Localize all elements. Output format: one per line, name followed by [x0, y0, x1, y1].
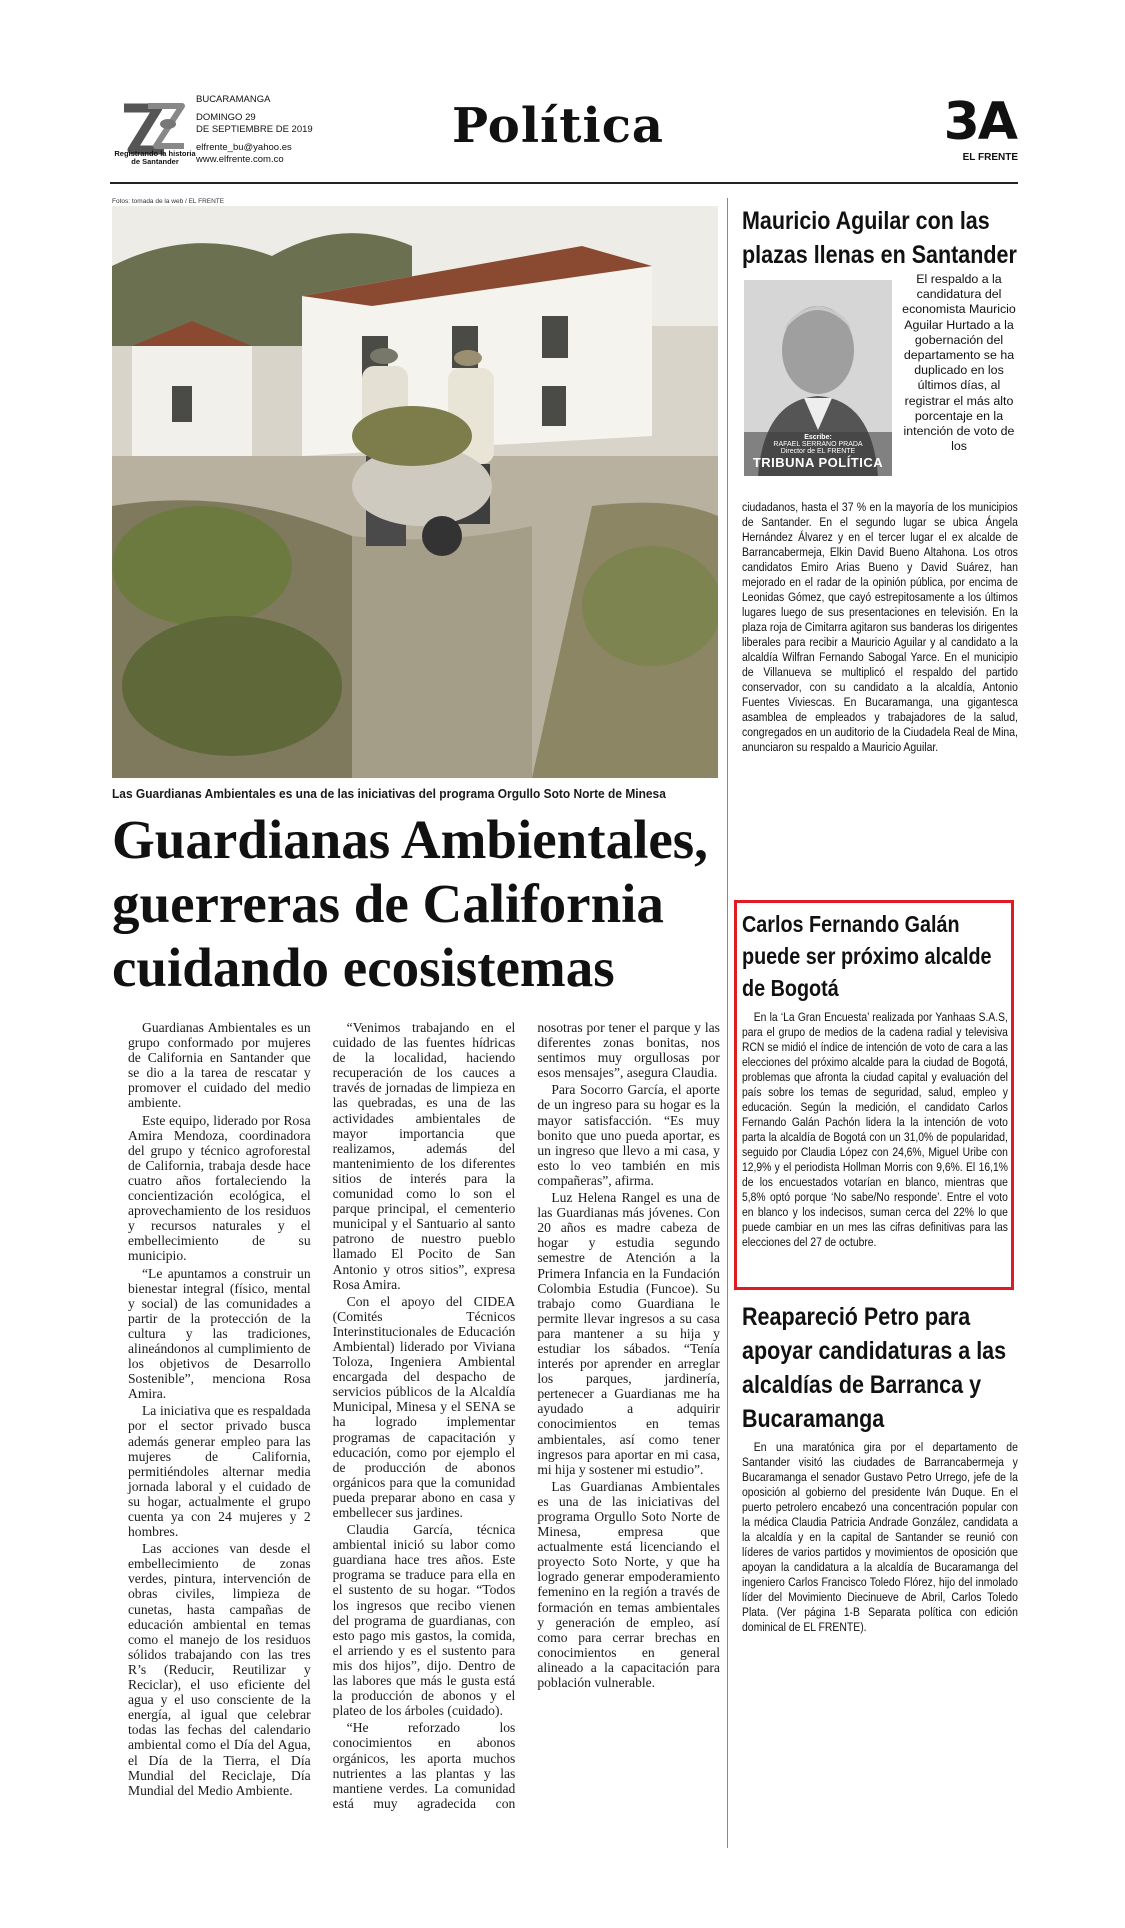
main-photo	[112, 206, 718, 778]
story3-header	[742, 1300, 1018, 1436]
article-paragraph: “Venimos trabajando en el cuidado de las fuentes hídricas de la localidad, haciendo recuperación de los cauces a través de jornadas de limpieza en las quebradas, es una de las actividades ambientales de mayor importancia que realizamos, además del mantenimiento de los diferentes sitios de interés para la comunidad como lo son el parque principal, el cementerio municipal y el Santuario al santo patrono de nuestro pueblo llamado El Pocito de San Antonio y otros sitios”, expresa Rosa Amira.	[332, 1020, 516, 1292]
story2-headline: Carlos Fernando Galán puede ser próximo alcalde de Bogotá	[742, 911, 992, 1001]
page-number: 3A	[943, 92, 1016, 152]
tribuna-author: RAFAEL SERRANO PRADA	[773, 441, 863, 448]
tribuna-writes: Escribe:	[804, 434, 832, 441]
column-divider	[727, 198, 728, 1848]
date-line-1: DOMINGO 29	[196, 112, 256, 123]
article-paragraph: Para Socorro García, el aporte de un ingreso para su hogar es la mayor satisfacción. “Es muy bonito que uno pueda aportar, es un ingreso que llevo a mi casa, y esto lo veo también en mis compañeras”, afirma.	[537, 1082, 720, 1188]
story2-body	[742, 1010, 1008, 1250]
tribuna-role: Director de EL FRENTE	[780, 448, 856, 455]
article-paragraph: La iniciativa que es respaldada por el sector privado busca además generar empleo para las mujeres de California, permitiéndoles alternar media jornada laboral y el cuidado de su hogar, actualmente el grupo cuenta ya con 24 mujeres y 2 hombres.	[128, 1403, 311, 1540]
story3-headline: Reapareció Petro para apoyar candidaturas a las alcaldías de Barranca y Bucaramanga	[742, 1303, 1007, 1433]
tribuna-politica-portrait	[744, 280, 892, 476]
article-paragraph: “Le apuntamos a construir un bienestar integral (físico, mental y social) de las comunidades a partir de la protección de la cultura y las tradiciones, alineándonos al cumplimiento de los objetivos de Desarrollo Sostenible”, menciona Rosa Amira.	[128, 1265, 311, 1402]
header-rule	[110, 182, 1018, 184]
story3-paragraph: En una maratónica gira por el departamento de Santander visitó las ciudades de Barrancabermeja y Bucaramanga el senador Gustavo Petro Urrego, jefe de la oposición al gobierno del presidente Iván Duque. En el puerto petrolero encabezó una concentración popular con la médica Claudia Patricia Andrade González, candidata a la alcaldía y en la capital de Santander se reunió con líderes de varios partidos y movimientos de oposición que apoyan la candidatura a la alcaldía de Bucaramanga del ingeniero Carlos Francisco Toledo Flórez, hijo del inmolado líder del Movimiento Diecinueve de Abril, Carlos Toledo Plata. (Ver página 1-B Separata política con edición dominical de EL FRENTE).	[742, 1440, 1018, 1634]
article-paragraph: Guardianas Ambientales es un grupo conformado por mujeres de California en Santander que se dio a la tarea de rescatar y promover el cuidado del medio ambiente.	[128, 1020, 311, 1111]
article-paragraph: Con el apoyo del CIDEA (Comités Técnicos Interinstitucionales de Educación Ambiental) liderado por Viviana Toloza, Ingeniera Ambiental encargada del despacho de servicios públicos de la Alcaldía Municipal, Minesa y el SENA se ha logrado implementar programas de capacitación y educación, como por ejemplo el de producción de abonos orgánicos para que la comunidad pueda preparar abono en casa y embellecer sus jardines.	[332, 1293, 516, 1520]
story1-headline: Mauricio Aguilar con las plazas llenas en Santander	[742, 207, 1017, 269]
masthead-info	[196, 94, 313, 166]
article-paragraph: Las acciones van desde el embellecimiento de zonas verdes, pintura, intervención de obras civiles, limpieza de cunetas, hasta campañas de educación ambiental en temas como el manejo de los residuos sólidos trabajando con las tres R’s (Reducir, Reutilizar y Reciclar), el uso eficiente del agua y el uso consciente de la energía, al igual que celebrar todas las fechas del calendario ambiental como el Día del Agua, el Día de la Tierra, el Día Mundial del Reciclaje, Día Mundial del Medio Ambiente.	[128, 1541, 311, 1798]
email-link[interactable]: elfrente_bu@yahoo.es	[196, 142, 292, 153]
tribuna-label	[744, 432, 892, 476]
section-title: Política	[452, 98, 665, 154]
photo-credit: Fotos: tomada de la web / EL FRENTE	[112, 198, 225, 205]
story1-header	[742, 204, 1018, 272]
main-article-body	[128, 1020, 720, 1820]
article-paragraph: “He reforzado los conocimientos en abonos orgánicos, les aporta muchos nutrientes a las plantas y las mantiene verdes. La comunidad está muy agradecida con nosotras por tener el parque y las diferentes zonas bonitas, nos sentimos muy orgullosas por esos mensajes”, asegura Claudia.	[332, 1020, 720, 1811]
article-paragraph: Las Guardianas Ambientales es una de las iniciativas del programa Orgullo Soto Norte de Minesa, empresa que actualmente está licenciando el proyecto Soto Norte, y que ha logrado generar empoderamiento femenino en la región a través de formación en temas ambientales y generación de empleo, así como para cerrar brechas en conocimientos en general alineado a la capacitación para población vulnerable.	[537, 1478, 720, 1691]
logo-tagline: Registrando la historia de Santander	[114, 149, 196, 166]
story1-body-text: ciudadanos, hasta el 37 % en la mayoría de los municipios de Santander. En el segundo lugar se ubica Ángela Hernández Álvarez y en el tercer lugar el ex alcalde de Barrancabermeja, Elkin David Bueno Altahona. Los otros candidatos Emiro Arias Bueno y David Suárez, han mejorado en el radar de la opinión pública, por encima de Leonidas Gómez, que cayó estrepitosamente a los últimos lugares luego de sus presentaciones en televisión. En la plaza roja de Cimitarra agitaron sus banderas los dirigentes liberales para recibir a Mauricio Aguilar y al candidato a la alcaldía Wilfran Fernando Sabogal Yarce. En el municipio de Villanueva se multiplicó el respaldo del partido conservador, con su candidato a la alcaldía, Antonio Fuentes Viviescas. En Bucaramanga, una gigantesca asamblea de empleados y trabajadores de la salud, congregados en un auditorio de la Ciudadela Real de Mina, anunciaron su respaldo a Mauricio Aguilar.	[742, 500, 1018, 754]
website-link[interactable]: www.elfrente.com.co	[196, 154, 284, 165]
story3-body-text	[742, 1440, 1018, 1635]
paper-name: EL FRENTE	[962, 152, 1018, 163]
story2-header	[742, 908, 1018, 1004]
main-headline: Guardianas Ambientales, guerreras de California cuidando ecosistemas	[112, 809, 708, 998]
article-paragraph: Claudia García, técnica ambiental inició su labor como guardiana hace tres años. Este programa se traduce para ella en el sustento de su hogar. “Todos los ingresos que recibo vienen del programa de guardianas, con esto pago mis gastos, la comida, el arriendo y es el sustento para mis dos hijos”, dijo. Dentro de las labores que más le gusta está la producción de abonos y el plateo de los árboles (cuidado).	[332, 1522, 516, 1719]
article-paragraph: Este equipo, liderado por Rosa Amira Mendoza, coordinadora del grupo y técnico agroforestal de California, trabaja desde hace cuatro años fortaleciendo la concientización ecológica, el aprovechamiento de los residuos y recursos naturales y el embellecimiento de su municipio.	[128, 1112, 311, 1264]
article-paragraph: Luz Helena Rangel es una de las Guardianas más jóvenes. Con 20 años es madre cabeza de hogar y estudia segundo semestre de Atención a la Primera Infancia en la Fundación Colombia Estudia (Funcoe). Su trabajo como Guardiana le permite llevar ingresos a su casa para mantener a su hija y estudiar los sábados. “Tenía interés por aprender en arreglar los parques, jardinería, pertenecer a Guardianas me ha ayudado a adquirir conocimientos en temas ambientales, así como tener ingresos para aportar en mi casa, mi hija y sostener mi estudio”.	[537, 1190, 720, 1477]
city-label: BUCARAMANGA	[196, 94, 271, 105]
story3-body	[742, 1440, 1018, 1635]
story1-body-main	[742, 500, 1018, 755]
story2-paragraph: En la ‘La Gran Encuesta’ realizada por Yanhaas S.A.S, para el grupo de medios de la cadena radial y televisiva RCN se midió el índice de intención de voto de cara a las elecciones del próximo alcalde para la ciudad de Bogotá, problemas que afronta la ciudad capital y evaluación del país sobre los temas de seguridad, salud, empleo y educación. Según la medición, el candidato Carlos Fernando Galán Pachón lidera la la intención de voto parta la alcaldía de Bogotá con un 31,0% de popularidad, seguido por Claudia López con 24,6%, Miguel Uribe con 12,9% y el periodista Hollman Morris con 9,6%. El 16,1% de los encuestados votarían en blanco, mientras que 5,8% optó porque ‘No sabe/No responde’. Entre el voto en blanco y los indecisos, suman cerca del 22% lo que puede cambiar en un mes las cifras definitivas para las elecciones del 27 de octubre.	[742, 1010, 1008, 1249]
story1-body-side: El respaldo a la candidatura del economista Mauricio Aguilar Hurtado a la gobernación del departamento se ha duplicado en los últimos días, al registrar el más alto porcentaje en la intención de voto de los	[902, 272, 1016, 454]
photo-caption: Las Guardianas Ambientales es una de las iniciativas del programa Orgullo Soto Norte de Minesa	[112, 786, 666, 801]
tribuna-title: TRIBUNA POLÍTICA	[752, 455, 884, 470]
story2-body-text	[742, 1010, 1008, 1250]
date-line-2: DE SEPTIEMBRE DE 2019	[196, 124, 313, 135]
